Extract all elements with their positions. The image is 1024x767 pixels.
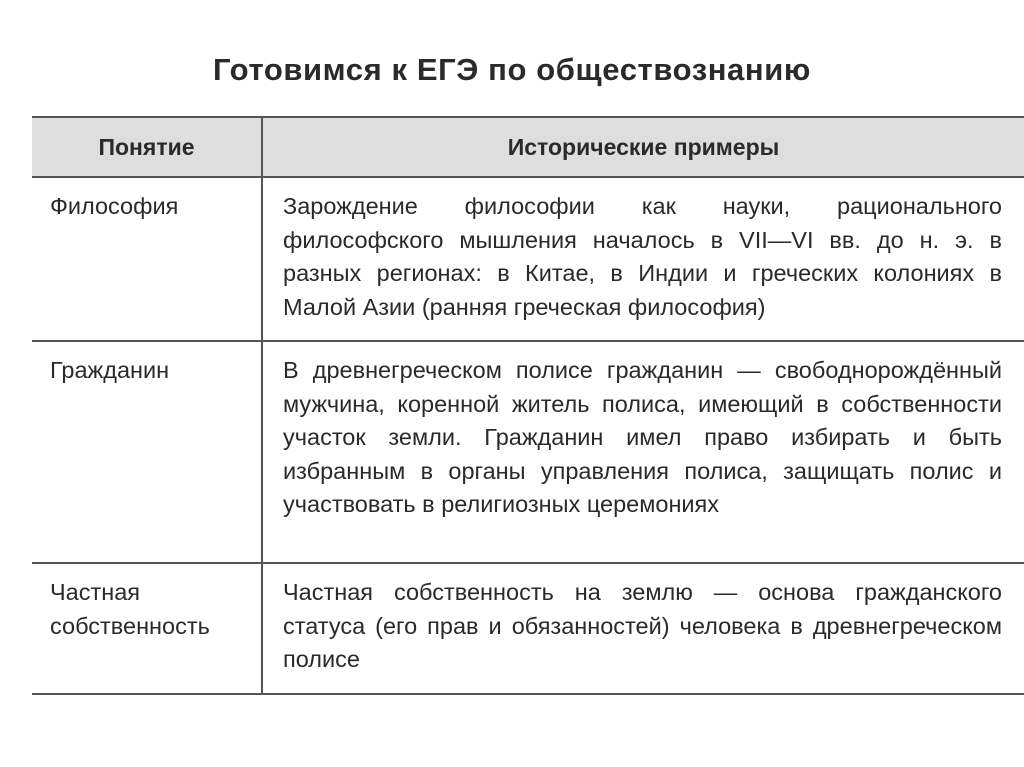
row-example-private-property: Частная собственность на землю — основа гражданского статуса (его прав и обязанностей) человека в древнегреческом полисе bbox=[262, 563, 1024, 694]
header-concept: Понятие bbox=[32, 117, 262, 177]
concept-table bbox=[32, 116, 1024, 695]
table-header-row bbox=[32, 117, 1024, 177]
table-row bbox=[32, 177, 1024, 341]
table-row bbox=[32, 341, 1024, 563]
row-concept-philosophy: Философия bbox=[32, 177, 262, 341]
row-concept-citizen: Гражданин bbox=[32, 341, 262, 563]
table-row bbox=[32, 563, 1024, 694]
row-example-philosophy: Зарождение философии как науки, рационального философского мышления началось в VII—VI вв. до н. э. в разных регионах: в Китае, в Индии и греческих колониях в Малой Азии (ранняя греческая философия) bbox=[262, 177, 1024, 341]
row-example-citizen: В древнегреческом полисе гражданин — свободнорождённый мужчина, коренной житель полиса, имеющий в собственности участок земли. Гражданин имел право избирать и быть избранным в органы управления полиса, защищать полис и участвовать в религиозных церемониях bbox=[262, 341, 1024, 563]
header-examples: Исторические примеры bbox=[262, 117, 1024, 177]
page-title: Готовимся к ЕГЭ по обществознанию bbox=[213, 52, 811, 87]
row-concept-private-property: Частная собственность bbox=[32, 563, 262, 694]
